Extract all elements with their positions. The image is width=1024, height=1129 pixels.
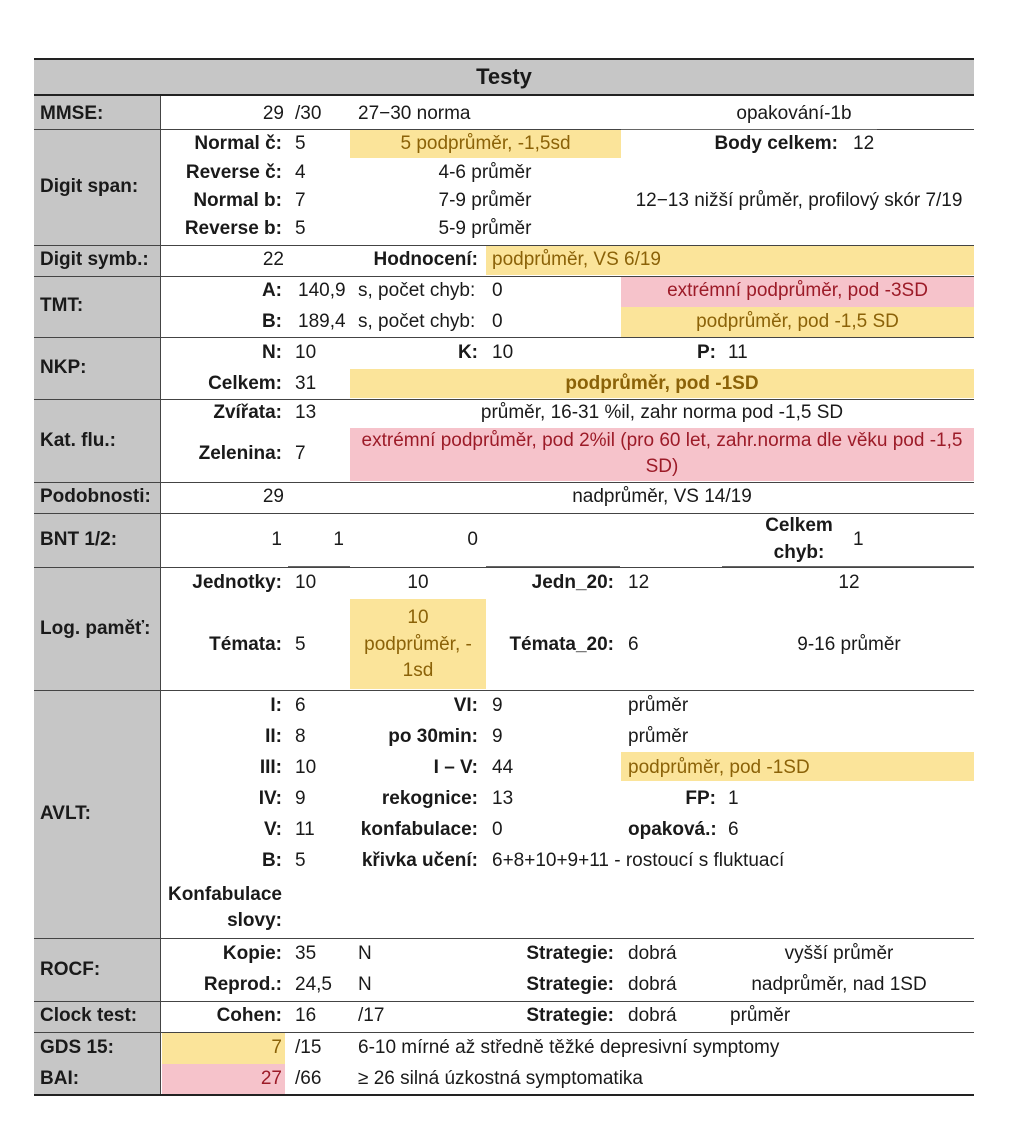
clock-strat-label: Strategie: bbox=[526, 1005, 614, 1026]
gds-eval: 6-10 mírné až středně těžké depresivní symptomy bbox=[358, 1037, 780, 1058]
section-divider bbox=[34, 567, 974, 568]
avlt-note: podprůměr, pod -1SD bbox=[628, 757, 810, 778]
nkp-total-label: Celkem: bbox=[208, 373, 282, 394]
clock-eval: průměr bbox=[730, 1005, 791, 1026]
gds-max: /15 bbox=[295, 1037, 322, 1058]
avlt-note: průměr bbox=[628, 726, 689, 747]
clock-max: /17 bbox=[358, 1005, 385, 1026]
avlt-l2: rekognice: bbox=[381, 788, 478, 809]
label-tmt: TMT: bbox=[40, 295, 84, 316]
ds-reverse-c-value: 4 bbox=[295, 162, 306, 183]
katflu-veg-eval-1: extrémní podprůměr, pod 2%il (pro 60 let, zahr.norma dle věku pod -1,5 bbox=[361, 430, 963, 451]
lp-themes-value: 5 bbox=[295, 634, 306, 655]
section-label-column bbox=[34, 96, 161, 1096]
avlt-v2: 9 bbox=[492, 726, 503, 747]
podobnosti-eval: nadprůměr, VS 14/19 bbox=[572, 486, 752, 507]
ds-reverse-c-label: Reverse č: bbox=[185, 162, 282, 183]
label-digit-span: Digit span: bbox=[40, 176, 139, 197]
avlt-note: průměr bbox=[628, 695, 689, 716]
avlt-v2: 44 bbox=[492, 757, 514, 778]
bnt-total-label-1: Celkem bbox=[765, 515, 833, 536]
lp-themes-eval-1: 10 bbox=[407, 607, 429, 628]
lp-themes20-label: Témata_20: bbox=[509, 634, 614, 655]
avlt-l1: II: bbox=[265, 726, 282, 747]
rocf-repro-strat: dobrá bbox=[628, 974, 677, 995]
rocf-copy-strat: dobrá bbox=[628, 943, 677, 964]
label-kat-flu: Kat. flu.: bbox=[40, 430, 116, 451]
lp-themes-label: Témata: bbox=[209, 634, 282, 655]
avlt-v3: 6 bbox=[728, 819, 739, 840]
lp-themes20-value: 6 bbox=[628, 634, 639, 655]
avlt-konf-label-2: slovy: bbox=[227, 910, 282, 931]
rocf-copy-n: N bbox=[358, 943, 372, 964]
tmt-a-value: 140,9 bbox=[298, 280, 346, 301]
label-mmse: MMSE: bbox=[40, 103, 104, 124]
avlt-l3: FP: bbox=[685, 788, 716, 809]
avlt-l1: III: bbox=[259, 757, 282, 778]
katflu-animals-eval: průměr, 16-31 %il, zahr norma pod -1,5 SD bbox=[480, 402, 844, 423]
label-digit-symb: Digit symb.: bbox=[40, 249, 149, 270]
lp-units20-value: 12 bbox=[628, 572, 650, 593]
dsymb-eval: podprůměr, VS 6/19 bbox=[492, 249, 661, 270]
nkp-p-value: 11 bbox=[728, 342, 748, 363]
label-bai: BAI: bbox=[40, 1068, 80, 1089]
tmt-b-eval: podprůměr, pod -1,5 SD bbox=[696, 311, 899, 332]
section-divider bbox=[34, 1001, 974, 1002]
bnt-v3: 0 bbox=[467, 529, 478, 550]
nkp-p-label: P: bbox=[697, 342, 716, 363]
dsymb-eval-label: Hodnocení: bbox=[373, 249, 478, 270]
rocf-repro-value: 24,5 bbox=[295, 974, 332, 995]
lp-themes-eval-2: podprůměr, - bbox=[364, 634, 472, 655]
label-podobnosti: Podobnosti: bbox=[40, 486, 151, 507]
katflu-veg-eval-2: SD) bbox=[645, 456, 679, 477]
lp-units-value-2: 10 bbox=[407, 572, 429, 593]
gds-value: 7 bbox=[271, 1037, 282, 1058]
avlt-v3: 1 bbox=[728, 788, 739, 809]
rocf-repro-label: Reprod.: bbox=[203, 974, 282, 995]
avlt-l1: I: bbox=[270, 695, 282, 716]
avlt-v1: 10 bbox=[295, 757, 317, 778]
avlt-l2: křivka učení: bbox=[361, 850, 478, 871]
mmse-max: /30 bbox=[295, 103, 322, 124]
ds-normal-c-label: Normal č: bbox=[194, 133, 282, 154]
avlt-v1: 5 bbox=[295, 850, 306, 871]
section-divider bbox=[34, 513, 974, 514]
nkp-k-value: 10 bbox=[492, 342, 514, 363]
avlt-v2: 0 bbox=[492, 819, 503, 840]
table-bottom-rule bbox=[34, 1094, 974, 1096]
avlt-l2: po 30min: bbox=[388, 726, 478, 747]
nkp-n-value: 10 bbox=[295, 342, 317, 363]
label-log-pamet: Log. paměť: bbox=[40, 618, 151, 639]
nkp-k-label: K: bbox=[457, 342, 478, 363]
tmt-a-errors: 0 bbox=[492, 280, 503, 301]
clock-sub-label: Cohen: bbox=[216, 1005, 282, 1026]
ds-normal-b-label: Normal b: bbox=[193, 190, 282, 211]
inner-rule bbox=[722, 566, 974, 567]
tmt-a-unit: s, počet chyb: bbox=[358, 280, 476, 301]
avlt-v2: 13 bbox=[492, 788, 514, 809]
lp-units20-label: Jedn_20: bbox=[531, 572, 614, 593]
section-divider bbox=[34, 399, 974, 400]
rocf-copy-strat-label: Strategie: bbox=[526, 943, 614, 964]
rocf-copy-eval: vyšší průměr bbox=[784, 943, 894, 964]
section-divider bbox=[34, 690, 974, 691]
section-divider bbox=[34, 938, 974, 939]
avlt-l1: V: bbox=[264, 819, 282, 840]
table-title: Testy bbox=[34, 58, 974, 96]
bai-max: /66 bbox=[295, 1068, 322, 1089]
avlt-v1: 6 bbox=[295, 695, 306, 716]
label-bnt: BNT 1/2: bbox=[40, 529, 118, 550]
ds-reverse-b-label: Reverse b: bbox=[184, 218, 282, 239]
dsymb-value: 22 bbox=[262, 249, 284, 270]
rocf-copy-value: 35 bbox=[295, 943, 317, 964]
avlt-l2: konfabulace: bbox=[360, 819, 478, 840]
inner-rule bbox=[486, 566, 620, 567]
avlt-l1: IV: bbox=[258, 788, 282, 809]
lp-themes-eval-3: 1sd bbox=[402, 660, 434, 681]
avlt-l3: opaková.: bbox=[628, 819, 717, 840]
katflu-animals-label: Zvířata: bbox=[213, 402, 282, 423]
avlt-v1: 11 bbox=[295, 819, 315, 840]
bnt-total: 1 bbox=[853, 529, 864, 550]
mmse-norm: 27−30 norma bbox=[358, 103, 471, 124]
lp-themes20-eval: 9-16 průměr bbox=[797, 634, 901, 655]
katflu-animals-value: 13 bbox=[295, 402, 317, 423]
avlt-v2: 9 bbox=[492, 695, 503, 716]
rocf-repro-n: N bbox=[358, 974, 372, 995]
nkp-eval: podprůměr, pod -1SD bbox=[565, 373, 759, 394]
ds-normal-c-value: 5 bbox=[295, 133, 306, 154]
label-gds: GDS 15: bbox=[40, 1037, 114, 1058]
tmt-b-label: B: bbox=[261, 311, 282, 332]
avlt-v2: 6+8+10+9+11 - rostoucí s fluktuací bbox=[492, 850, 785, 871]
tmt-b-errors: 0 bbox=[492, 311, 503, 332]
bai-eval: ≥ 26 silná úzkostná symptomatika bbox=[358, 1068, 643, 1089]
tmt-a-eval: extrémní podprůměr, pod -3SD bbox=[667, 280, 928, 301]
clock-strat: dobrá bbox=[628, 1005, 677, 1026]
bai-value: 27 bbox=[260, 1068, 282, 1089]
lp-units-value: 10 bbox=[295, 572, 317, 593]
label-clock: Clock test: bbox=[40, 1005, 138, 1026]
avlt-l1: B: bbox=[261, 850, 282, 871]
mmse-score: 29 bbox=[262, 103, 284, 124]
label-nkp: NKP: bbox=[40, 357, 87, 378]
rocf-copy-label: Kopie: bbox=[222, 943, 282, 964]
ds-total-eval: 12−13 nižší průměr, profilový skór 7/19 bbox=[635, 190, 963, 211]
inner-rule bbox=[288, 566, 350, 567]
lp-units20-value-2: 12 bbox=[838, 572, 860, 593]
label-avlt: AVLT: bbox=[40, 803, 92, 824]
nkp-total-value: 31 bbox=[295, 373, 317, 394]
podobnosti-value: 29 bbox=[262, 486, 284, 507]
section-divider bbox=[34, 482, 974, 483]
bnt-v1: 1 bbox=[271, 529, 282, 550]
ds-total-label: Body celkem: bbox=[714, 133, 838, 154]
avlt-konf-label-1: Konfabulace bbox=[167, 884, 282, 905]
avlt-v1: 8 bbox=[295, 726, 306, 747]
inner-rule bbox=[621, 129, 877, 130]
rocf-repro-strat-label: Strategie: bbox=[526, 974, 614, 995]
katflu-veg-value: 7 bbox=[295, 443, 306, 464]
section-divider bbox=[34, 337, 974, 338]
tmt-b-value: 189,4 bbox=[298, 311, 346, 332]
tmt-a-label: A: bbox=[261, 280, 282, 301]
ds-normal-c-eval: 5 podprůměr, -1,5sd bbox=[400, 133, 571, 154]
rocf-repro-eval: nadprůměr, nad 1SD bbox=[751, 974, 927, 995]
katflu-veg-label: Zelenina: bbox=[198, 443, 282, 464]
ds-reverse-b-eval: 5-9 průměr bbox=[438, 218, 532, 239]
nkp-n-label: N: bbox=[261, 342, 282, 363]
avlt-v1: 9 bbox=[295, 788, 306, 809]
mmse-note: opakování-1b bbox=[736, 103, 852, 124]
bnt-total-label-2: chyb: bbox=[773, 542, 825, 563]
bnt-v2: 1 bbox=[333, 529, 344, 550]
ds-normal-b-eval: 7-9 průměr bbox=[438, 190, 532, 211]
tmt-b-unit: s, počet chyb: bbox=[358, 311, 476, 332]
avlt-l2: VI: bbox=[453, 695, 478, 716]
clock-value: 16 bbox=[295, 1005, 317, 1026]
ds-reverse-c-eval: 4-6 průměr bbox=[438, 162, 532, 183]
test-results-table bbox=[34, 58, 974, 1096]
ds-normal-b-value: 7 bbox=[295, 190, 306, 211]
ds-reverse-b-value: 5 bbox=[295, 218, 306, 239]
avlt-l2: I – V: bbox=[433, 757, 478, 778]
label-rocf: ROCF: bbox=[40, 959, 101, 980]
ds-total-value: 12 bbox=[853, 133, 875, 154]
lp-units-label: Jednotky: bbox=[192, 572, 282, 593]
